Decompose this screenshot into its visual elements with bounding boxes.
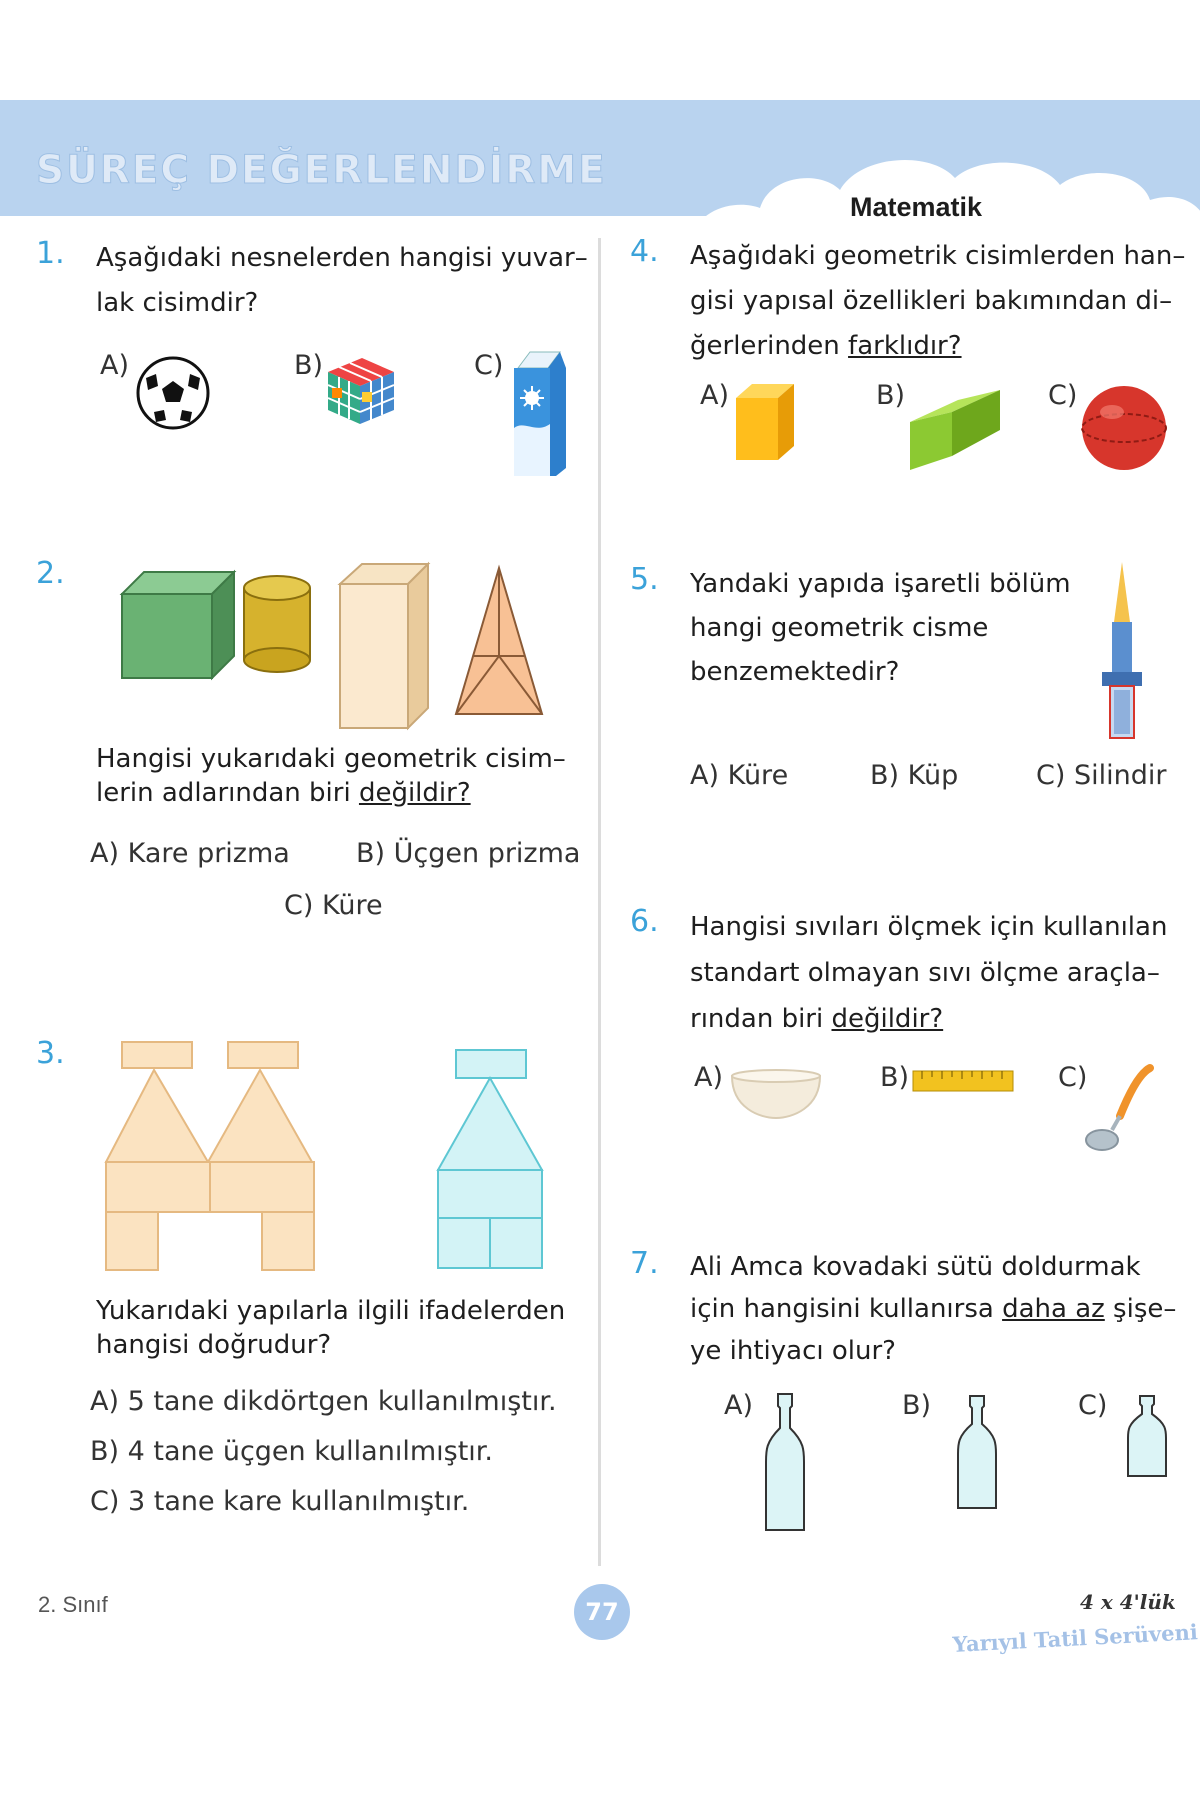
question-5-line-2: hangi geometrik cisme	[690, 613, 989, 643]
question-6-emphasis: değildir?	[831, 1004, 944, 1034]
question-7-text	[690, 1246, 1176, 1372]
question-6-line-2: standart olmayan sıvı ölçme araçla–	[690, 958, 1160, 988]
ladle-icon	[1080, 1064, 1154, 1154]
question-3-option-c[interactable]: C) 3 tane kare kullanılmıştır.	[90, 1486, 470, 1517]
question-6-line-3-text: rından biri	[690, 1004, 832, 1034]
question-1-option-a[interactable]: A)	[100, 350, 130, 381]
question-6-line-3	[690, 996, 1167, 1042]
small-bottle-icon	[1126, 1394, 1168, 1480]
cylinder-icon	[240, 574, 314, 674]
question-1-option-b[interactable]: B)	[294, 350, 324, 381]
question-7-line-2	[690, 1288, 1176, 1330]
question-4-option-c[interactable]: C)	[1048, 380, 1078, 411]
question-7-line-2-end: şişe–	[1104, 1294, 1177, 1324]
medium-bottle-icon	[956, 1394, 998, 1512]
question-1-text	[96, 236, 588, 326]
question-7-line-3: ye ihtiyacı olur?	[690, 1336, 896, 1366]
question-6-line-1: Hangisi sıvıları ölçmek için kullanılan	[690, 912, 1168, 942]
question-5-number: 5.	[630, 562, 659, 597]
question-6-option-c[interactable]: C)	[1058, 1062, 1088, 1093]
question-2-text	[96, 742, 566, 810]
question-6-option-b[interactable]: B)	[880, 1062, 910, 1093]
question-1-number: 1.	[36, 236, 65, 271]
question-4-line-2: gisi yapısal özellikleri bakımından di–	[690, 286, 1173, 316]
brand-title: 4 x 4'lük	[1080, 1590, 1176, 1614]
question-3-option-a[interactable]: A) 5 tane dikdörtgen kullanılmıştır.	[90, 1386, 557, 1417]
question-3-option-b[interactable]: B) 4 tane üçgen kullanılmıştır.	[90, 1436, 493, 1467]
question-4-line-3	[690, 324, 1185, 369]
blue-shapes-structure-icon	[436, 1048, 544, 1270]
orange-shapes-structure-icon	[104, 1040, 318, 1272]
question-5-option-b[interactable]: B) Küp	[870, 760, 959, 791]
question-1-option-c[interactable]: C)	[474, 350, 504, 381]
question-4-emphasis: farklıdır?	[848, 331, 962, 361]
question-6-option-a[interactable]: A)	[694, 1062, 724, 1093]
question-3-text	[96, 1294, 565, 1362]
question-2-number: 2.	[36, 556, 65, 591]
page-number-badge: 77	[574, 1584, 630, 1640]
section-title: SÜREÇ DEĞERLENDİRME	[36, 148, 607, 193]
question-7-option-b[interactable]: B)	[902, 1390, 932, 1421]
question-1-line-1: Aşağıdaki nesnelerden hangisi yuvar–	[96, 243, 588, 273]
question-5-option-c[interactable]: C) Silindir	[1036, 760, 1167, 791]
grade-label: 2. Sınıf	[38, 1592, 108, 1617]
question-2-emphasis: değildir?	[358, 778, 471, 808]
question-2-option-c[interactable]: C) Küre	[284, 890, 383, 921]
question-4-option-b[interactable]: B)	[876, 380, 906, 411]
ruler-icon	[912, 1070, 1014, 1092]
question-4-number: 4.	[630, 234, 659, 269]
question-5-option-a[interactable]: A) Küre	[690, 760, 789, 791]
milk-carton-icon	[510, 350, 568, 478]
column-divider	[598, 238, 601, 1566]
question-4-line-1: Aşağıdaki geometrik cisimlerden han–	[690, 241, 1186, 271]
question-3-line-1: Yukarıdaki yapılarla ilgili ifadelerden	[96, 1296, 566, 1326]
red-sphere-icon	[1080, 384, 1168, 472]
question-6-text	[690, 904, 1167, 1042]
question-7-option-c[interactable]: C)	[1078, 1390, 1108, 1421]
rectangular-prism-icon	[338, 562, 430, 730]
question-4-text	[690, 234, 1185, 369]
question-7-option-a[interactable]: A)	[724, 1390, 754, 1421]
question-3-line-2: hangisi doğrudur?	[96, 1330, 332, 1360]
question-1-line-2: lak cisimdir?	[96, 288, 259, 318]
question-7-line-1: Ali Amca kovadaki sütü doldurmak	[690, 1252, 1141, 1282]
question-7-emphasis: daha az	[1002, 1294, 1105, 1324]
question-7-number: 7.	[630, 1246, 659, 1281]
brand-subtitle: Yarıyıl Tatil Serüveni	[952, 1619, 1199, 1657]
question-4-line-3-text: ğerlerinden	[690, 331, 849, 361]
rubiks-cube-icon	[322, 352, 398, 428]
triangular-prism-icon	[454, 566, 544, 716]
subject-label: Matematik	[850, 192, 983, 222]
yellow-cube-icon	[734, 382, 796, 462]
question-5-line-3: benzemektedir?	[690, 657, 900, 687]
rocket-structure-icon	[1098, 560, 1146, 742]
question-7-line-2-text: için hangisini kullanırsa	[690, 1294, 1003, 1324]
large-bottle-icon	[764, 1392, 806, 1534]
soccer-ball-icon	[136, 356, 210, 430]
question-2-option-b[interactable]: B) Üçgen prizma	[356, 838, 581, 869]
question-2-line-2-text: lerin adlarından biri	[96, 778, 359, 808]
green-prism-icon	[908, 388, 1002, 472]
question-4-option-a[interactable]: A)	[700, 380, 730, 411]
bowl-icon	[730, 1068, 822, 1120]
question-2-option-a[interactable]: A) Kare prizma	[90, 838, 290, 869]
question-6-number: 6.	[630, 904, 659, 939]
question-5-text	[690, 562, 1071, 694]
question-5-line-1: Yandaki yapıda işaretli bölüm	[690, 569, 1071, 599]
question-3-number: 3.	[36, 1036, 65, 1071]
cube-icon	[122, 572, 234, 680]
question-2-line-2	[96, 776, 566, 810]
question-2-line-1: Hangisi yukarıdaki geometrik cisim–	[96, 744, 566, 774]
